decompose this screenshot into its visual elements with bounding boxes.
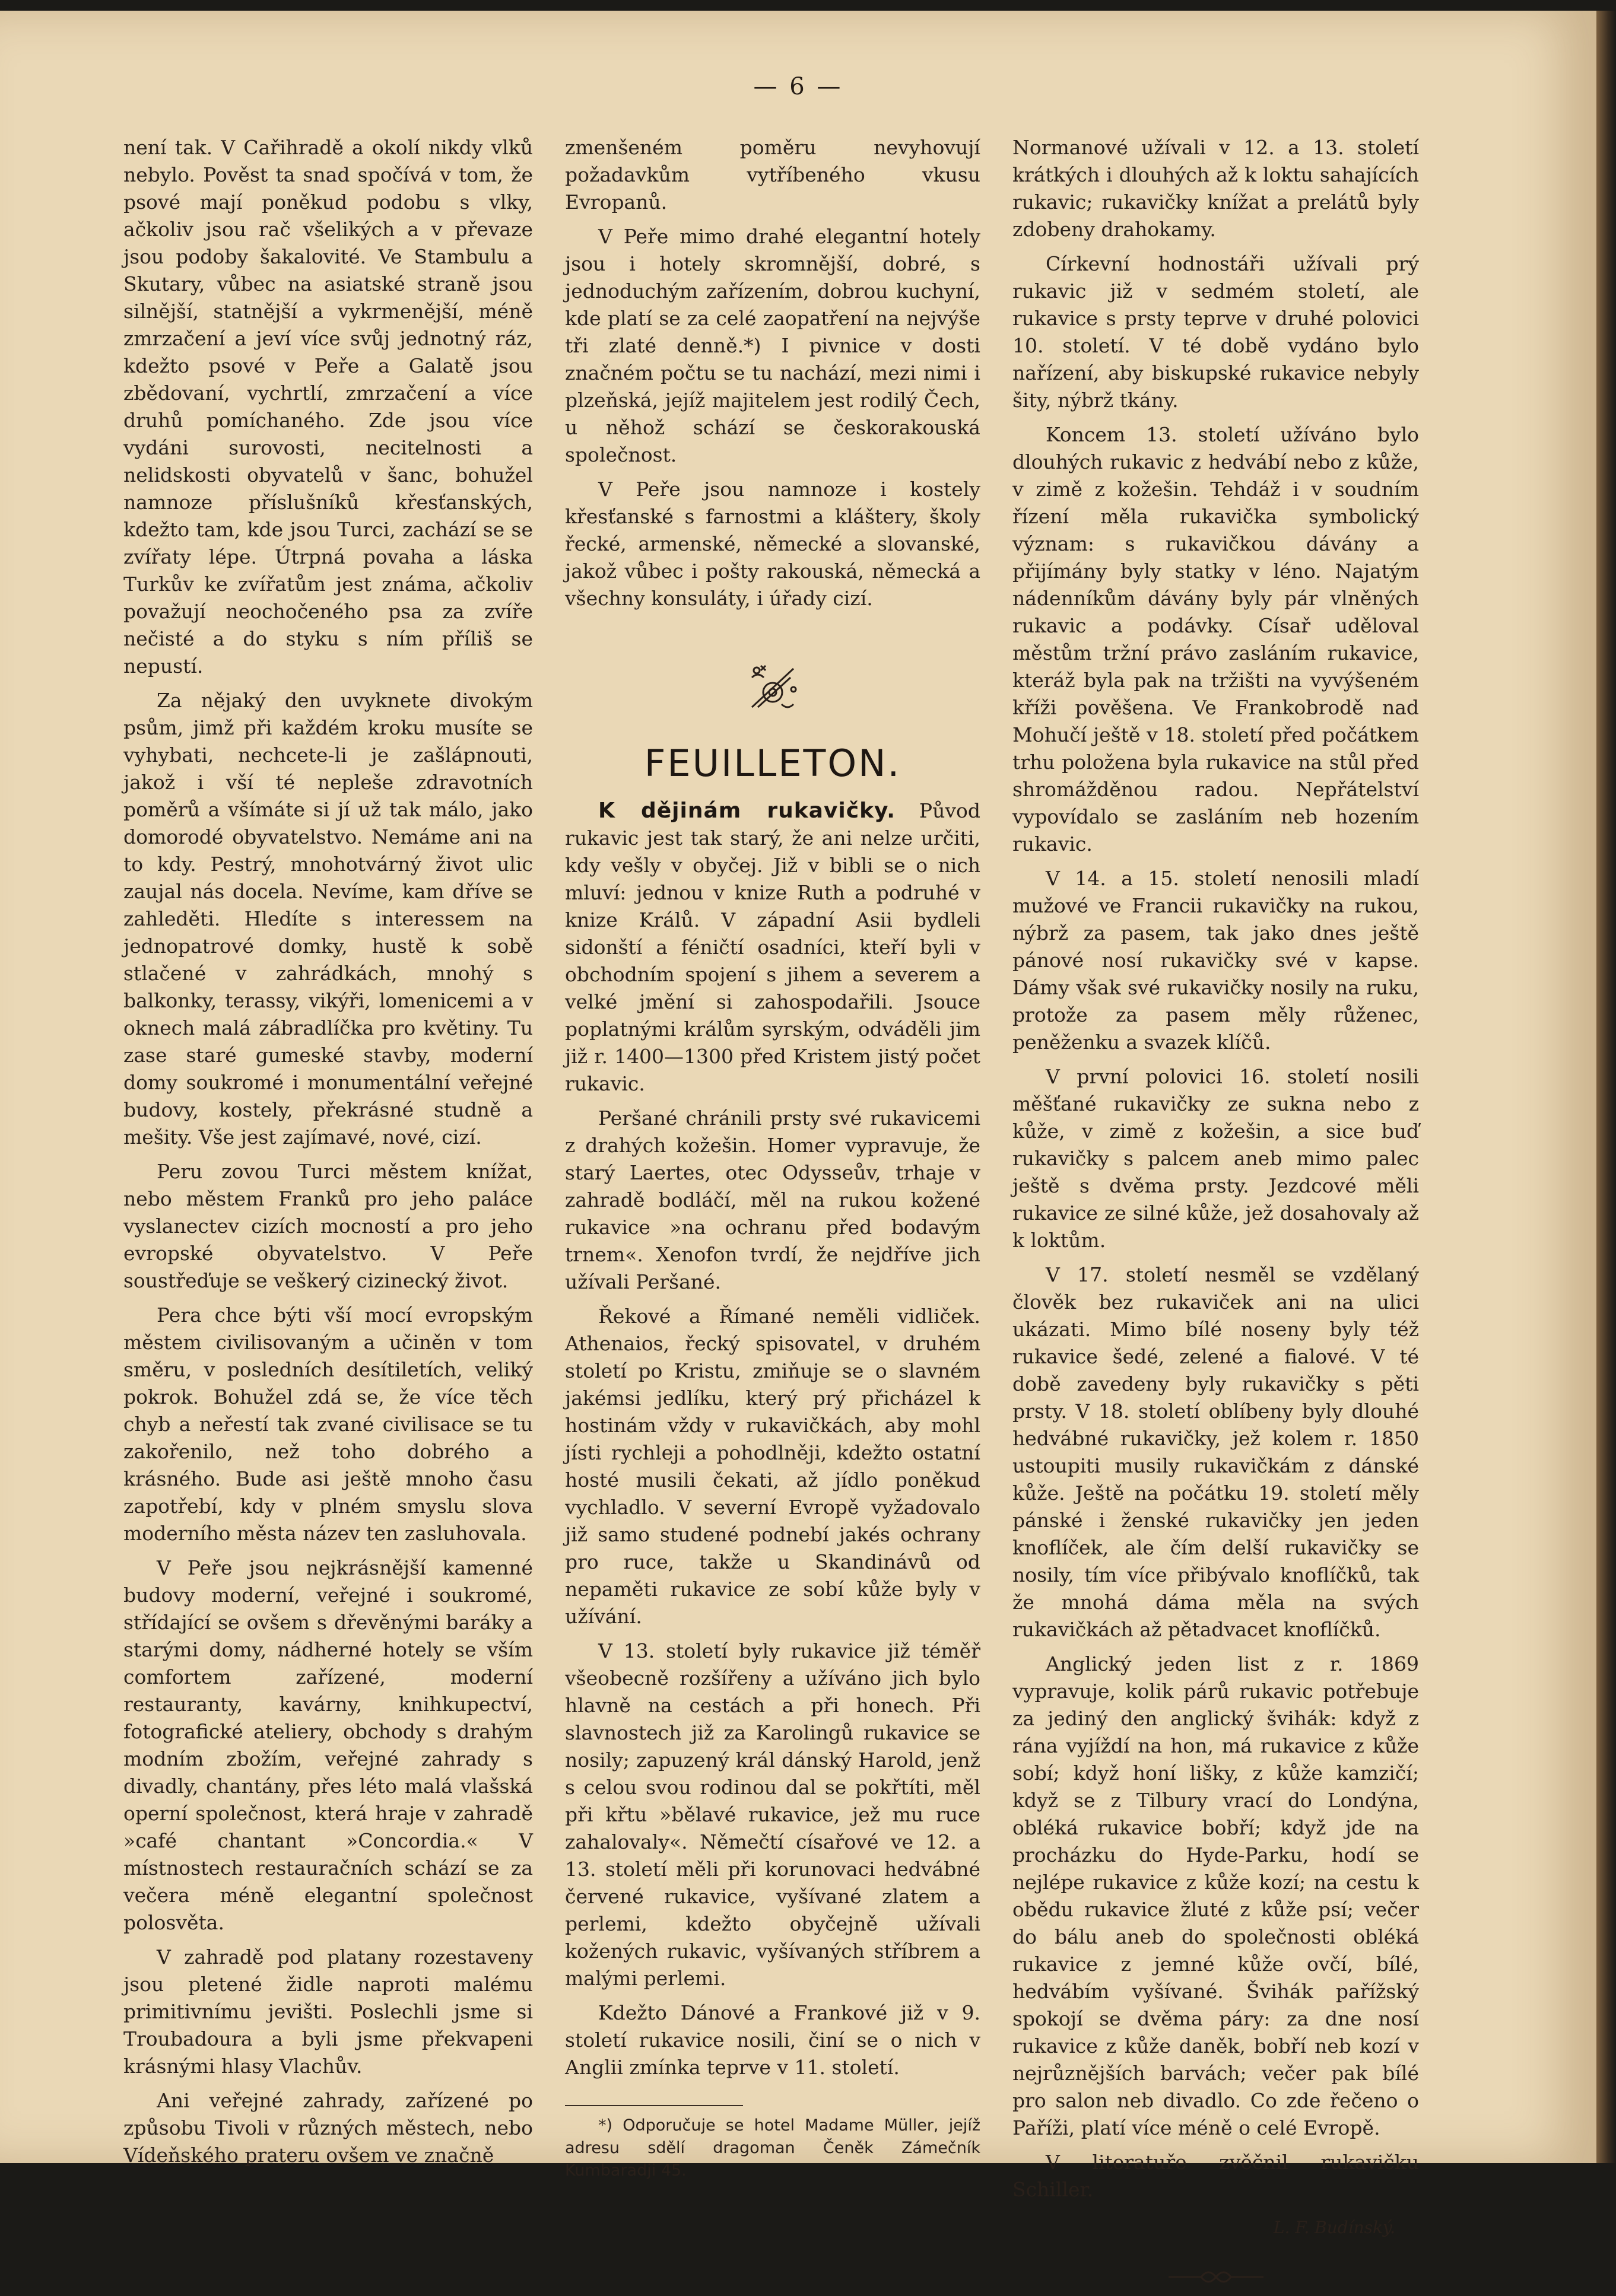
paragraph: V 14. a 15. století nenosili mladí mužové ve Francii rukavičky na rukou, nýbrž za pasem, tak jako dnes ještě pánové nosí rukavičky své v kapse. Dámy však své rukavičky nosily na ruku, protože za pasem měly růženec, peněženku a svazek klíčů. xyxy=(1012,867,1419,1054)
footnote: *) Odporučuje se hotel Madame Müller, jejíž adresu sdělí dragoman Čeněk Zámečník Kumbaradji 45. xyxy=(565,2116,980,2180)
page-number: — 6 — xyxy=(753,73,843,100)
column-2 xyxy=(565,134,980,2189)
paragraph: Pera chce býti vší mocí evropským městem civilisovaným a učiněn v tom směru, v posledních desítiletích, veliký pokrok. Bohužel zdá se, že více těch chyb a neřestí tak zvané civilisace se tu zakořenilo, než toho dobrého a krásného. Bude asi ještě mnoho času zapotřebí, kdy v plném smyslu slova moderního města název ten zasluhovala. xyxy=(123,1303,533,1545)
paragraph: V Peře jsou nejkrásnější kamenné budovy moderní, veřejné i soukromé, střídající se ovšem s dřevěnými baráky a starými domy, nádherné hotely se vším comfortem zařízené, moderní restauranty, kavárny, knihkupectví, fotografické ateliery, obchody s drahým modním zbožím, veřejné zahrady s divadly, chantány, přes léto malá vlašská operní společnost, která hraje v zahradě »café chantant »Concordia.« V místnostech restauračních schází se za večera méně elegantní společnost polosvěta. xyxy=(123,1556,533,1934)
paragraph: V Peře mimo drahé elegantní hotely jsou i hotely skromnější, dobré, s jednoduchým zařízením, dobrou kuchyní, kde platí se za celé zaopatření na nejvýše tři zlaté denně.*) I pivnice v dosti značném počtu se tu nachází, mezi nimi i plzeňská, jejíž majitelem jest rodilý Čech, u něhož schází se českorakouská společnost. xyxy=(565,225,980,466)
lead-text: Původ rukavic jest tak starý, že ani nelze určiti, kdy vešly v obyčej. Již v bibli se o nich mluví: jednou v knize Ruth a podruhé v knize Králů. V západní Asii bydleli sidonští a féničtí osadníci, kteří byli v obchodním spojení s jihem a severem a velké jmění si zahospodařili. Jsouce poplatnými králům syrským, odváděli jim již r. 1400—1300 před Kristem jistý počet rukavic. xyxy=(565,799,980,1095)
book-spine-shadow xyxy=(1596,11,1616,2163)
paragraph: Řekové a Římané neměli vidliček. Athenaios, řecký spisovatel, v druhém století po Kristu, zmiňuje se o slavném jakémsi jedlíku, který prý přicházel k hostinám vždy v rukavičkách, aby mohl jísti rychleji a pohodlněji, kdežto ostatní hosté musili čekati, až jídlo poněkud vychladlo. V severní Evropě vyžadovalo již samo studené podnebí jakés ochrany pro ruce, takže u Skandinávů od nepaměti rukavice ze sobí kůže byly v užívání. xyxy=(565,1305,980,1628)
paragraph: V literatuře zvěčnil rukavičku Schiller. xyxy=(1012,2151,1419,2201)
paragraph: V první polovici 16. století nosili měšťané rukavičky ze sukna nebo z kůže, v zimě z kožešin, a sice buď rukavičky s palcem aneb mimo palec ještě s dvěma prsty. Jezdcové měli rukavice ze silné kůže, jež dosahovaly až k loktům. xyxy=(1012,1065,1419,1252)
section-heading: FEUILLETON. xyxy=(644,742,901,785)
paragraph: Peru zovou Turci městem knížat, nebo městem Franků pro jeho paláce vyslanectev cizích mocností a pro jeho evropské obyvatelstvo. V Peře soustřeďuje se veškerý cizinecký život. xyxy=(123,1160,533,1292)
paragraph: V Peře jsou namnoze i kostely křesťanské s farnostmi a kláštery, školy řecké, armenské, německé a slovanské, jakož vůbec i pošty rakouská, německá a všechny konsuláty, i úřady cizí. xyxy=(565,478,980,610)
paragraph: Církevní hodnostáři užívali prý rukavic již v sedmém století, ale rukavice s prsty teprve v druhé polovici 10. století. V té době vydáno bylo nařízení, aby biskupské rukavice nebyly šity, nýbrž tkány. xyxy=(1012,252,1419,412)
end-flourish-icon xyxy=(1012,2265,1419,2296)
footnote-divider xyxy=(565,2105,743,2106)
floral-ornament-icon xyxy=(565,654,980,726)
article-title: K dějinám rukavičky. xyxy=(598,799,896,823)
paragraph: Peršané chránili prsty své rukavicemi z drahých kožešin. Homer vypravuje, že starý Laertes, otec Odysseův, trhaje v zahradě bodláčí, měl na rukou kožené rukavice »na ochranu před bodavým trnem«. Xenofon tvrdí, že nejdříve jich užívali Peršané. xyxy=(565,1106,980,1293)
column-1 xyxy=(123,134,533,2176)
paragraph: Normanové užívali v 12. a 13. století krátkých i dlouhých až k loktu sahajících rukavic; rukavičky knížat a prelátů byly zdobeny drahokamy. xyxy=(1012,136,1419,241)
article-lead-paragraph xyxy=(565,797,980,1098)
paragraph: Koncem 13. století užíváno bylo dlouhých rukavic z hedvábí nebo z kůže, v zimě z kožešin. Tehdáž i v soudním řízení měla rukavička symbolický význam: s rukavičkou dávány a přijímány byly statky v léno. Najatým nádenníkům dávány byly pár vlněných rukavic a podávky. Císař uděloval městům tržní právo zasláním rukavice, kteráž byla pak na tržišti na vyvýšeném kříži pověšena. Ve Frankobrodě nad Mohučí ještě v 18. století před počátkem trhu položena byla rukavice na stůl před shromážděnou radou. Nepřátelství vypovídalo se zasláním neb hozením rukavic. xyxy=(1012,423,1419,856)
newspaper-page xyxy=(0,11,1596,2237)
paragraph: V 17. století nesměl se vzdělaný člověk bez rukaviček ani na ulici ukázati. Mimo bílé noseny byly též rukavice šedé, zelené a fialové. V té době zavedeny byly rukavičky s pěti prsty. V 18. století oblíbeny byly dlouhé hedvábné rukavičky, jež kolem r. 1850 ustoupiti musily rukavičkám z dánské kůže. Ještě na počátku 19. století měly pánské i ženské rukavičky jen jeden knoflíček, ale čím delší rukavičky se nosily, tím více přibývalo knoflíčků, tak že mnohá dáma měla na svých rukavičkách až pětadvacet knoflíčků. xyxy=(1012,1263,1419,1641)
paragraph: Anglický jeden list z r. 1869 vypravuje, kolik párů rukavic potřebuje za jediný den anglický švihák: když z rána vyjíždí na hon, má rukavice z kůže sobí; když honí lišky, z kůže kamzičí; když se z Tilbury vrací do Londýna, obléká rukavice bobří; když jde na procházku do Hyde-Parku, hodí se nejlépe rukavice z kůže kozí; na cestu k obědu rukavice žluté z kůže psí; večer do bálu aneb do společnosti obléká rukavice z jemné kůže ovčí, bílé, hedvábím vyšívané. Švihák pařížský spokojí se dvěma páry: za dne nosí rukavice z kůže daněk, bobří neb kozí v nejrůznějších barvách; večer pak bílé pro salon neb divadlo. Co zde řečeno o Paříži, platí více méně o celé Evropě. xyxy=(1012,1652,1419,2139)
paragraph: zmenšeném poměru nevyhovují požadavkům vytříbeného vkusu Evropanů. xyxy=(565,136,980,214)
paragraph: V zahradě pod platany rozestaveny jsou pletené židle naproti malému primitivnímu jevišti. Poslechli jsme si Troubadoura a byli jsme překvapeni krásnými hlasy Vlachův. xyxy=(123,1945,533,2078)
paragraph: Kdežto Dánové a Frankové již v 9. století rukavice nosili, činí se o nich v Anglii zmínka teprve v 11. století. xyxy=(565,2001,980,2079)
author-signature: L. F. Budínský. xyxy=(1273,2218,1395,2237)
paragraph: Ani veřejné zahrady, zařízené po způsobu Tivoli v různých městech, nebo Vídeňského prateru ovšem ve značně xyxy=(123,2089,533,2167)
paragraph: není tak. V Cařihradě a okolí nikdy vlků nebylo. Pověst ta snad spočívá v tom, že psové mají poněkud podobu s vlky, ačkoliv jsou rač všelikých a v převaze jsou podoby šakalovité. Ve Stambulu a Skutary, vůbec na asiatské straně jsou silnější, statnější a vykrmenější, méně zmrzačení a jeví více svůj jednotný ráz, kdežto psové v Peře a Galatě jsou zbědovaní, vychrtlí, zmrzačení a více druhů pomíchaného. Zde jsou více vydáni surovosti, necitelnosti a nelidskosti obyvatelů v šanc, bohužel namnoze příslušníků křesťanských, kdežto tam, kde jsou Turci, zachází se se zvířaty lépe. Útrpná povaha a láska Turkův ke zvířatům jest známa, ačkoliv považují neochočeného psa za zvíře nečisté a do styku s ním příliš se nepustí. xyxy=(123,136,533,678)
paragraph: V 13. století byly rukavice již téměř všeobecně rozšířeny a užíváno jich bylo hlavně na cestách a při honech. Při slavnostech již za Karolingů rukavice se nosily; zapuzený král dánský Harold, jenž s celou svou rodinou dal se pokřtíti, měl při křtu »bělavé rukavice, jež mu ruce zahalovaly«. Němečtí císařové ve 12. a 13. století měli při korunovaci hedvábné červené rukavice, vyšívané zlatem a perlemi, kdežto obyčejně užívali kožených rukavic, vyšívaných stříbrem a malými perlemi. xyxy=(565,1639,980,1990)
column-3 xyxy=(1012,134,1419,2296)
paragraph: Za nějaký den uvyknete divokým psům, jimž při každém kroku musíte se vyhybati, nechcete-li je zašlápnouti, jakož i vší té nepleše zdravotních poměrů a všímáte si jí už tak málo, jako domorodé obyvatelstvo. Nemáme ani na to kdy. Pestrý, mnohotvárný život ulic zaujal nás docela. Nevíme, kam dříve se zahleděti. Hledíte s interessem na jednopatrové domky, hustě k sobě stlačené v zahrádkách, mnohý s balkonky, terassy, vikýři, lomenicemi a v oknech malá zábradlíčka pro květiny. Tu zase staré gumeské stavby, moderní domy soukromé i monumentální veřejné budovy, kostely, překrásné studně a mešity. Vše jest zajímavé, nové, cizí. xyxy=(123,689,533,1149)
